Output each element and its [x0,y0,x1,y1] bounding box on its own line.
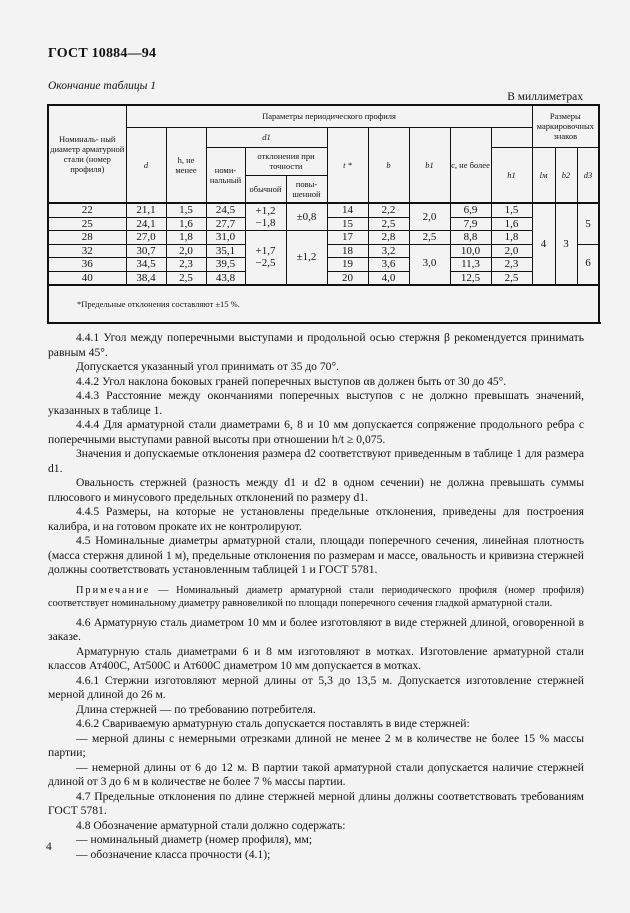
table-row [48,231,599,245]
cell-t: 18 [327,244,368,258]
header-d1-deviations: отклонения при точности [245,147,327,175]
header-dev-normal: обычной [245,175,286,203]
paragraph-4-4-2: 4.4.2 Угол наклона боковых граней поперечных выступов αв должен быть от 30 до 45°. [76,374,507,388]
cell-nominal: 32 [48,244,126,258]
table-caption: Окончание таблицы 1 [48,80,156,92]
cell-d: 27,0 [126,231,166,245]
cell-lm: 4 [532,203,555,285]
paragraph-4-5: 4.5 Номинальные диаметры арматурной стали, площади поперечного сечения, линейная плотность (масса стержня длиной 1 м), предельные отклонения по размерам и массе, овальность и кривизна стержней должны соответствовать установленным таблицей 1 и ГОСТ 5781. [48,534,584,576]
cell-t: 20 [327,271,368,285]
table-row [48,203,599,217]
cell-h1: 2,3 [491,258,532,272]
cell-d3: 6 [577,244,599,285]
body-text [48,331,584,862]
note-text: — Номинальный диаметр арматурной стали периодического профиля (номер профиля) соответствует номинальному диаметру равновеликой по площади поперечного сечения гладкой арматурной стали. [48,584,584,609]
cell-b: 3,2 [368,244,409,258]
header-d: d [126,127,166,203]
note [48,584,584,610]
page-number: 4 [46,841,52,853]
cell-b1: 2,5 [409,231,450,245]
paragraph-4-6-1: 4.6.1 Стержни изготовляют мерной длины от 5,3 до 13,5 м. Допускается изготовление стержней мерной длиной до 26 м. [48,673,584,701]
cell-d1: 24,5 [206,203,245,217]
cell-c: 11,3 [450,258,491,272]
cell-dev-high: ±1,2 [286,231,327,286]
cell-h: 2,5 [166,271,206,285]
cell-b: 2,2 [368,203,409,217]
dev-minus: −2,5 [255,257,276,269]
cell-t: 19 [327,258,368,272]
paragraph-4-8: 4.8 Обозначение арматурной стали должно содержать: [76,818,346,832]
cell-c: 10,0 [450,244,491,258]
cell-h: 1,5 [166,203,206,217]
cell-h: 2,3 [166,258,206,272]
header-b: b [368,127,409,203]
cell-t: 15 [327,217,368,231]
cell-d: 30,7 [126,244,166,258]
list-item: — мерной длины с немерными отрезками длиной не менее 2 м в количестве не более 15 % массы партии; [48,731,584,759]
cell-h1: 1,6 [491,217,532,231]
header-lm: lм [532,147,555,203]
cell-c: 6,9 [450,203,491,217]
cell-d1: 43,8 [206,271,245,285]
cell-h: 1,8 [166,231,206,245]
table-footnote: *Предельные отклонения составляют ±15 %. [48,285,599,323]
cell-h1: 1,5 [491,203,532,217]
header-d1-nominal: номи- нальный [206,147,245,203]
document-id: ГОСТ 10884—94 [48,46,157,61]
paragraph: Арматурную сталь диаметрами 6 и 8 мм изготовляют в мотках. Изготовление арматурной стали классов Ат400С, Ат500С и Ат600С диаметром 10 мм допускается в мотках. [48,644,584,672]
cell-dev-normal [245,231,286,286]
dev-plus: +1,2 [255,205,276,217]
list-item: — обозначение класса прочности (4.1); [76,847,271,861]
header-marking-sizes: Размеры маркировочных знаков [532,105,599,147]
header-b2: b2 [555,147,577,203]
dev-plus: +1,7 [255,245,276,257]
cell-b1: 3,0 [409,244,450,285]
cell-b2: 3 [555,203,577,285]
cell-d: 38,4 [126,271,166,285]
header-c: c, не более [450,127,491,203]
cell-nominal: 25 [48,217,126,231]
cell-nominal: 22 [48,203,126,217]
paragraph-4-6: 4.6 Арматурную сталь диаметром 10 мм и более изготовляют в виде стержней длиной, оговоренной в заказе. [48,615,584,643]
cell-h1: 2,0 [491,244,532,258]
cell-c: 12,5 [450,271,491,285]
paragraph-4-4-5: 4.4.5 Размеры, на которые не установлены предельные отклонения, приведены для построения калибра, и на готовом прокате их не контролируют. [48,505,584,533]
list-item: — номинальный диаметр (номер профиля), мм; [76,833,313,846]
header-h1: h1 [491,147,532,203]
cell-b: 2,8 [368,231,409,245]
cell-d: 24,1 [126,217,166,231]
profile-parameters-table [47,104,600,324]
cell-c: 8,8 [450,231,491,245]
cell-h: 1,6 [166,217,206,231]
cell-h1: 1,8 [491,231,532,245]
paragraph-4-6-2: 4.6.2 Свариваемую арматурную сталь допускается поставлять в виде стержней: [76,717,470,730]
cell-t: 14 [327,203,368,217]
dev-minus: −1,8 [255,217,276,229]
paragraph-4-4-1: 4.4.1 Угол между поперечными выступами и продольной осью стержня β рекомендуется принимать равным 45°. [48,331,584,359]
cell-nominal: 36 [48,258,126,272]
cell-c: 7,9 [450,217,491,231]
cell-d1: 39,5 [206,258,245,272]
header-t: t * [327,127,368,203]
cell-b: 3,6 [368,258,409,272]
header-b1: b1 [409,127,450,203]
cell-d1: 35,1 [206,244,245,258]
cell-b: 2,5 [368,217,409,231]
units-label: В миллиметрах [507,91,583,103]
header-nominal-diameter: Номиналь- ный диаметр арматурной стали (номер профиля) [48,105,126,203]
cell-nominal: 40 [48,271,126,285]
cell-d: 21,1 [126,203,166,217]
header-h: h, не менее [166,127,206,203]
cell-d3: 5 [577,203,599,244]
cell-d1: 27,7 [206,217,245,231]
cell-d1: 31,0 [206,231,245,245]
cell-t: 17 [327,231,368,245]
cell-d: 34,5 [126,258,166,272]
paragraph-4-4-3: 4.4.3 Расстояние между окончаниями поперечных выступов c не должно превышать значений, указанных в таблице 1. [48,389,584,417]
paragraph: Овальность стержней (разность между d1 и d2 в одном сечении) не должна превышать суммы плюсового и минусового предельных отклонений по размеру d1. [48,476,584,504]
cell-h: 2,0 [166,244,206,258]
note-label: Примечание [76,584,151,596]
cell-dev-high: ±0,8 [286,203,327,231]
header-d3: d3 [577,147,599,203]
paragraph-4-4-4: 4.4.4 Для арматурной стали диаметрами 6, 8 и 10 мм допускается сопряжение продольного ребра с поперечными выступами равной высоты при отношении h/t ≥ 0,075. [48,418,584,446]
cell-nominal: 28 [48,231,126,245]
header-dev-high: повы- шенной [286,175,327,203]
header-profile-params: Параметры периодического профиля [126,105,532,127]
list-item: — немерной длины от 6 до 12 м. В партии такой арматурной стали допускается наличие стержней длиной от 3 до 6 м в количестве не более 7 % массы партии. [48,760,584,788]
cell-h1: 2,5 [491,271,532,285]
header-d1: d1 [206,127,327,147]
paragraph: Значения и допускаемые отклонения размера d2 соответствуют приведенным в таблице 1 для размера d1. [48,447,584,475]
cell-b1: 2,0 [409,203,450,231]
paragraph: Допускается указанный угол принимать от 35 до 70°. [76,360,339,373]
cell-b: 4,0 [368,271,409,285]
paragraph: Длина стержней — по требованию потребителя. [76,702,316,716]
paragraph-4-7: 4.7 Предельные отклонения по длине стержней мерной длины должны соответствовать требованиям ГОСТ 5781. [48,789,584,817]
cell-dev-normal [245,203,286,231]
